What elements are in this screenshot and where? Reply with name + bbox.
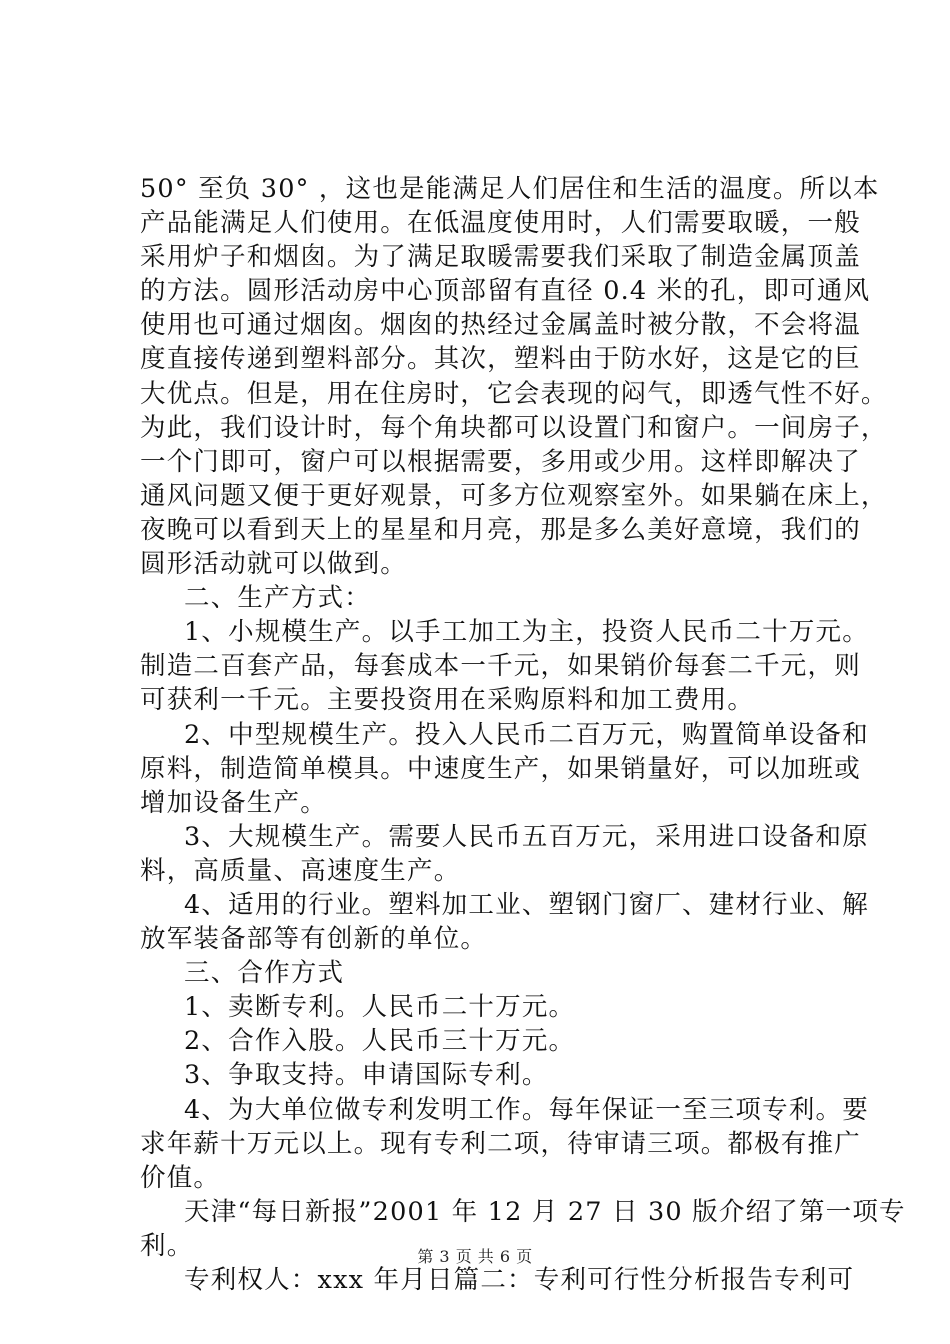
text-line: 产品能满足人们使用。在低温度使用时，人们需要取暖，一般 [140,208,861,239]
document-body [140,172,906,1297]
text-line: 大优点。但是，用在住房时，它会表现的闷气，即透气性不好。 [140,378,888,409]
text-line: 价值。 [140,1162,221,1193]
text-line: 通风问题又便于更好观景，可多方位观察室外。如果躺在床上， [140,480,888,511]
text-line: 三、合作方式 [184,958,345,989]
text-line: 2、合作入股。人民币三十万元。 [184,1026,576,1057]
text-line: 可获利一千元。主要投资用在采购原料和加工费用。 [140,685,755,716]
text-line: 求年薪十万元以上。现有专利二项，待审请三项。都极有推广 [140,1128,861,1159]
text-line: 为此，我们设计时，每个角块都可以设置门和窗户。一间房子， [140,412,888,443]
text-line: 圆形活动就可以做到。 [140,549,408,580]
text-line: 采用炉子和烟囱。为了满足取暖需要我们采取了制造金属顶盖 [140,242,861,273]
text-line: 4、适用的行业。塑料加工业、塑钢门窗厂、建材行业、解 [184,889,869,920]
text-line: 夜晚可以看到天上的星星和月亮，那是多么美好意境，我们的 [140,514,861,545]
text-line: 1、小规模生产。以手工加工为主，投资人民币二十万元。 [184,617,869,648]
page-footer: 第 3 页 共 6 页 [417,1247,533,1266]
text-line: 50° 至负 30° ，这也是能满足人们居住和生活的温度。所以本 [140,174,880,204]
text-line: 增加设备生产。 [140,787,327,818]
text-line: 1、卖断专利。人民币二十万元。 [184,992,576,1023]
text-line: 原料，制造简单模具。中速度生产，如果销量好，可以加班或 [140,753,861,784]
text-line: 放军装备部等有创新的单位。 [140,924,488,955]
text-line: 4、为大单位做专利发明工作。每年保证一至三项专利。要 [184,1094,869,1125]
text-line: 天津“每日新报”2001 年 12 月 27 日 30 版介绍了第一项专 [184,1196,906,1227]
text-line: 度直接传递到塑料部分。其次，塑料由于防水好，这是它的巨 [140,344,861,375]
text-line: 2、中型规模生产。投入人民币二百万元，购置简单设备和 [184,719,869,750]
text-line: 利。 [140,1230,194,1261]
text-line: 制造二百套产品，每套成本一千元，如果销价每套二千元，则 [140,651,861,682]
text-line: 3、大规模生产。需要人民币五百万元，采用进口设备和原 [184,821,869,852]
text-line: 二、生产方式： [184,583,371,614]
text-line: 的方法。圆形活动房中心顶部留有直径 0.4 米的孔，即可通风 [140,276,871,307]
text-line: 料，高质量、高速度生产。 [140,855,461,886]
text-line: 使用也可通过烟囱。烟囱的热经过金属盖时被分散，不会将温 [140,310,861,341]
text-line: 一个门即可，窗户可以根据需要，多用或少用。这样即解决了 [140,446,861,477]
text-line: 3、争取支持。申请国际专利。 [184,1060,549,1091]
text-line: 专利权人：xxx 年月日篇二：专利可行性分析报告专利可 [184,1265,855,1295]
